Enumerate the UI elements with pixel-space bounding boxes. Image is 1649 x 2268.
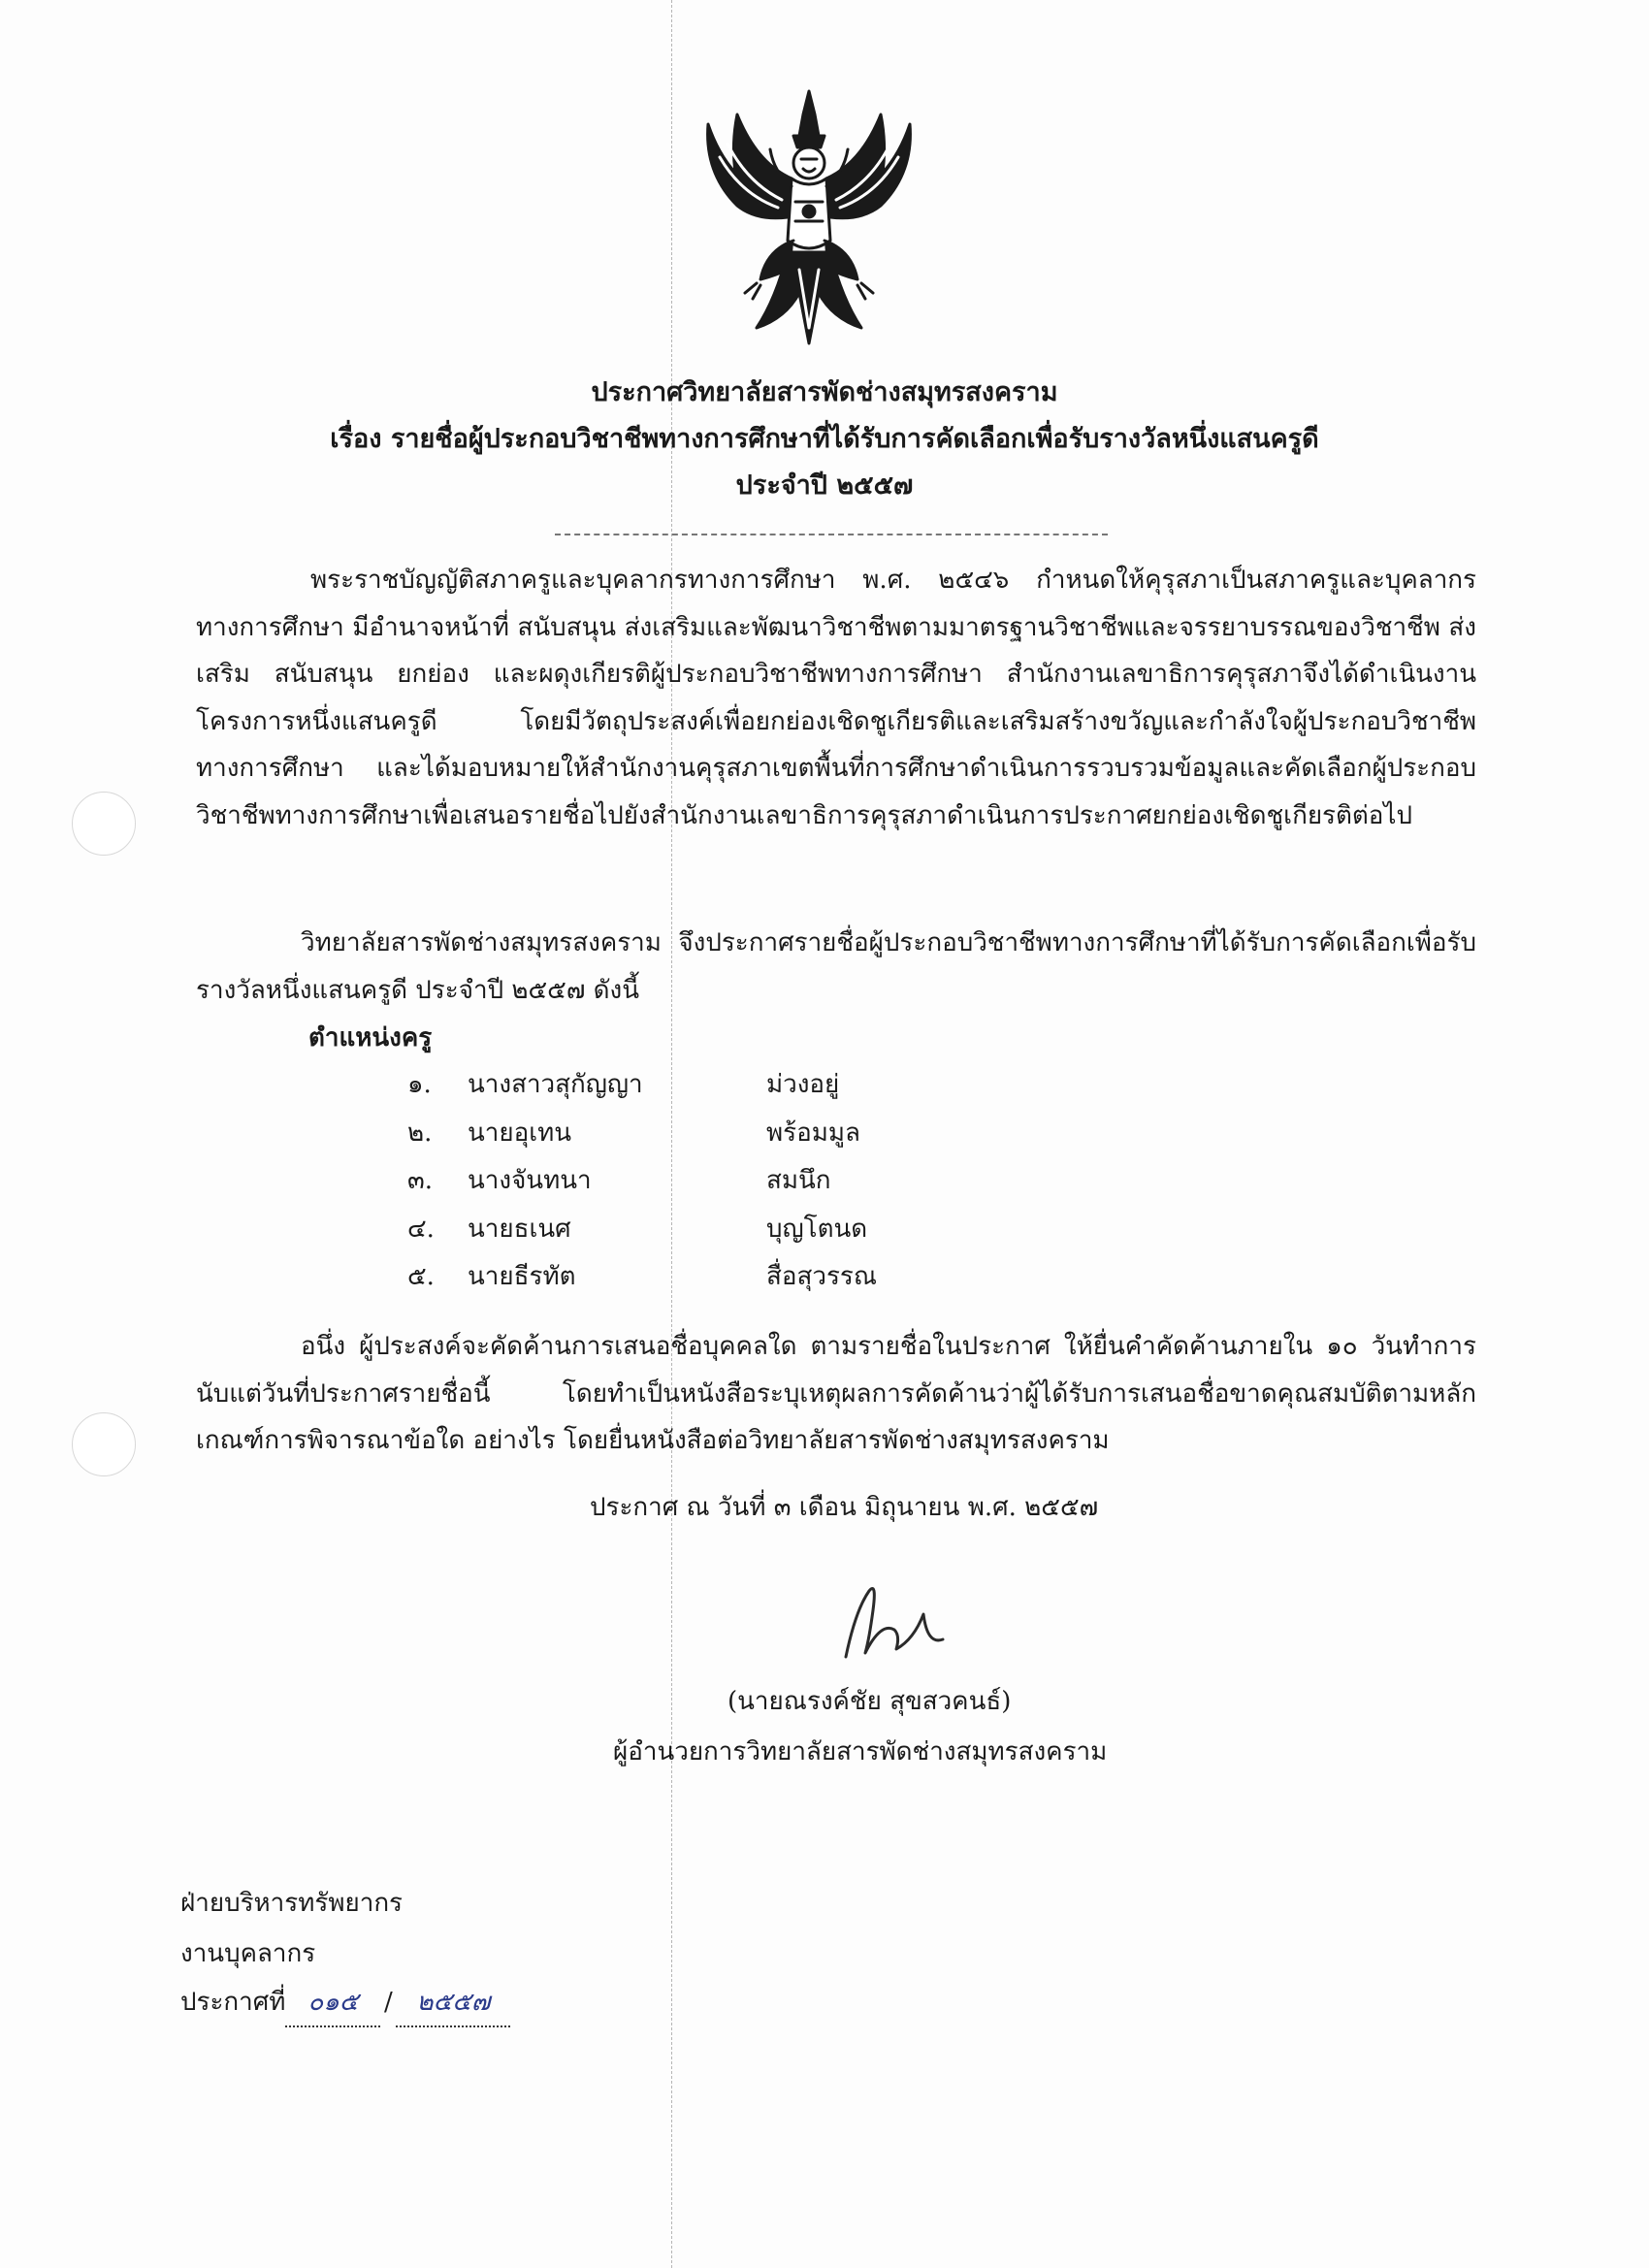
- item-number: ๔.: [407, 1214, 435, 1244]
- signer-title: ผู้อำนวยการวิทยาลัยสารพัดช่างสมุทรสงคราม: [613, 1737, 1108, 1766]
- first-name: นางสาวสุกัญญา: [468, 1070, 643, 1099]
- announcement-label: ประกาศที่: [180, 1988, 286, 2017]
- footer-department: ฝ่ายบริหารทรัพยากร: [180, 1889, 404, 1918]
- last-name: ม่วงอยู่: [766, 1070, 840, 1099]
- first-name: นายอุเทน: [468, 1118, 572, 1148]
- list-item: [407, 1253, 1086, 1302]
- announcement-title: ประกาศวิทยาลัยสารพัดช่างสมุทรสงคราม: [591, 377, 1058, 407]
- announcement-subject: เรื่อง รายชื่อผู้ประกอบวิชาชีพทางการศึกษาที่ได้รับการคัดเลือกเพื่อรับรางวัลหนึ่งแสนครูดี: [330, 424, 1319, 454]
- punch-hole: [72, 792, 136, 856]
- body-paragraph-3: อนึ่ง ผู้ประสงค์จะคัดค้านการเสนอชื่อบุคคลใด ตามรายชื่อในประกาศ ให้ยื่นคำคัดค้านภายใน ๑๐ วันทำการนับแต่วันที่ประกาศรายชื่อนี้ โดยทำเป็นหนังสือระบุเหตุผลการคัดค้านว่าผู้ได้รับการเสนอชื่อขาดคุณสมบัติตามหลักเกณฑ์การพิจารณาข้อใด อย่างไร โดยยื่นหนังสือต่อวิทยาลัยสารพัดช่างสมุทรสงคราม: [196, 1332, 1476, 1455]
- list-item: [407, 1206, 1086, 1254]
- body-paragraph-1: พระราชบัญญัติสภาครูและบุคลากรทางการศึกษา พ.ศ. ๒๕๔๖ กำหนดให้คุรุสภาเป็นสภาครูและบุคลากรทางการศึกษา มีอำนาจหน้าที่ สนับสนุน ส่งเสริมและพัฒนาวิชาชีพตามมาตรฐานวิชาชีพและจรรยาบรรณของวิชาชีพ ส่งเสริม สนับสนุน ยกย่อง และผดุงเกียรติผู้ประกอบวิชาชีพทางการศึกษา สำนักงานเลขาธิการคุรุสภาจึงได้ดำเนินงานโครงการหนึ่งแสนครูดี โดยมีวัตถุประสงค์เพื่อยกย่องเชิดชูเกียรติและเสริมสร้างขวัญและกำลังใจผู้ประกอบวิชาชีพทางการศึกษา และได้มอบหมายให้สำนักงานคุรุสภาเขตพื้นที่การศึกษาดำเนินการรวบรวมข้อมูลและคัดเลือกผู้ประกอบวิชาชีพทางการศึกษาเพื่อเสนอรายชื่อไปยังสำนักงานเลขาธิการคุรุสภาดำเนินการประกาศยกย่องเชิดชูเกียรติต่อไป: [196, 566, 1476, 830]
- signer-name: (นายณรงค์ชัย สุขสวคนธ์): [728, 1687, 1012, 1716]
- section-label: ตำแหน่งครู: [308, 1023, 433, 1053]
- item-number: ๒.: [407, 1118, 433, 1148]
- slash-separator: /: [384, 1988, 393, 2017]
- last-name: บุญโตนด: [766, 1214, 868, 1244]
- first-name: นายธีรทัต: [468, 1262, 576, 1291]
- handwritten-signature-icon: [826, 1571, 962, 1669]
- garuda-emblem-icon: [698, 85, 920, 349]
- first-name: นายธเนศ: [468, 1214, 571, 1244]
- footer-unit: งานบุคลากร: [180, 1939, 316, 1968]
- item-number: ๕.: [407, 1262, 435, 1291]
- announcement-date: ประกาศ ณ วันที่ ๓ เดือน มิถุนายน พ.ศ. ๒๕๕๗: [590, 1493, 1099, 1522]
- last-name: สื่อสุวรรณ: [766, 1262, 878, 1291]
- list-item: [407, 1157, 1086, 1206]
- body-paragraph-2: วิทยาลัยสารพัดช่างสมุทรสงคราม จึงประกาศรายชื่อผู้ประกอบวิชาชีพทางการศึกษาที่ได้รับการคัดเลือกเพื่อรับรางวัลหนึ่งแสนครูดี ประจำปี ๒๕๕๗ ดังนี้: [196, 928, 1476, 1005]
- item-number: ๑.: [407, 1070, 432, 1099]
- last-name: สมนึก: [766, 1166, 831, 1195]
- first-name: นางจันทนา: [468, 1166, 592, 1195]
- item-number: ๓.: [407, 1166, 434, 1195]
- punch-hole: [72, 1412, 136, 1476]
- announcement-number: ๐๑๕: [285, 1979, 380, 2027]
- announcement-year-handwritten: ๒๕๕๗: [396, 1979, 510, 2027]
- last-name: พร้อมมูล: [766, 1118, 860, 1148]
- list-item: [407, 1061, 1086, 1110]
- name-list: [407, 1061, 1086, 1302]
- announcement-year: ประจำปี ๒๕๕๗: [735, 470, 914, 501]
- dashed-divider: [555, 534, 1108, 535]
- footer-announcement-ref: [180, 1979, 510, 2027]
- list-item: [407, 1110, 1086, 1158]
